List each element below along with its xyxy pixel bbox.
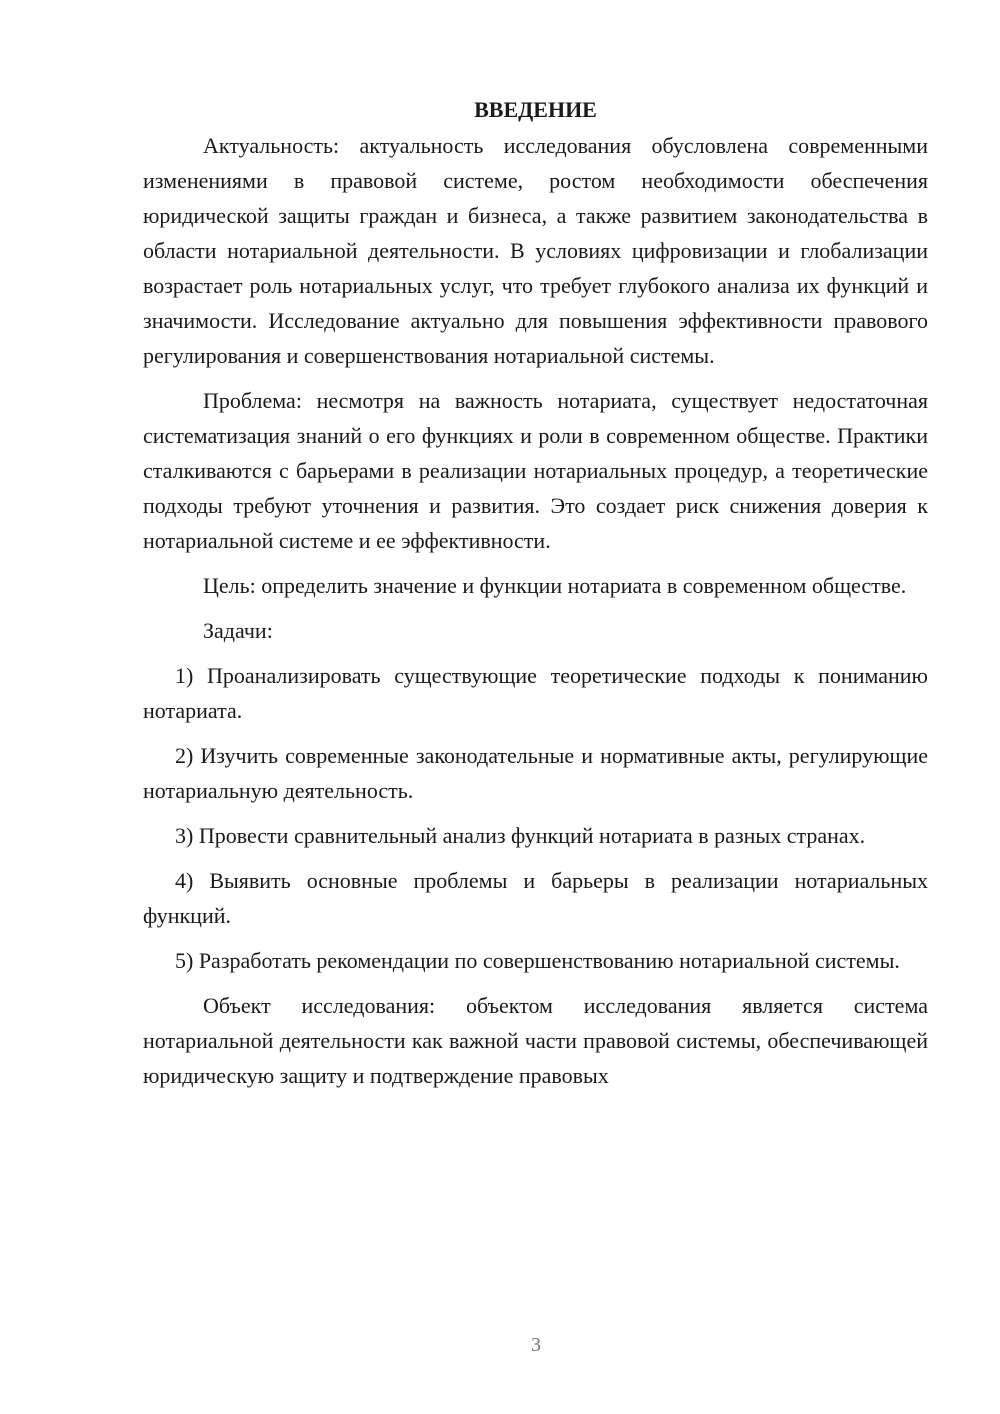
- task-item-4: 4) Выявить основные проблемы и барьеры в реализации нотариальных функций.: [143, 868, 928, 928]
- tasks-label: Задачи:: [203, 618, 273, 643]
- page-number: 3: [531, 1334, 541, 1356]
- task-item-2: 2) Изучить современные законодательные и нормативные акты, регулирующие нотариальную деятельность.: [143, 743, 928, 803]
- problem-paragraph: Проблема: несмотря на важность нотариата, существует недостаточная систематизация знаний о его функциях и роли в современном обществе. Практики сталкиваются с барьерами в реализации нотариальных процедур, а теоретические подходы требуют уточнения и развития. Это создает риск снижения доверия к нотариальной системе и ее эффективности.: [143, 388, 928, 553]
- document-page: [143, 95, 928, 1103]
- task-item-3: 3) Провести сравнительный анализ функций нотариата в разных странах.: [175, 823, 866, 848]
- section-title: ВВЕДЕНИЕ: [474, 97, 597, 122]
- goal-paragraph: Цель: определить значение и функции нотариата в современном обществе.: [203, 573, 907, 598]
- task-item-5: 5) Разработать рекомендации по совершенствованию нотариальной системы.: [175, 948, 900, 973]
- relevance-paragraph: Актуальность: актуальность исследования обусловлена современными изменениями в правовой системе, ростом необходимости обеспечения юридической защиты граждан и бизнеса, а также развитием законодательства в области нотариальной деятельности. В условиях цифровизации и глобализации возрастает роль нотариальных услуг, что требует глубокого анализа их функций и значимости. Исследование актуально для повышения эффективности правового регулирования и совершенствования нотариальной системы.: [143, 133, 928, 368]
- object-paragraph: Объект исследования: объектом исследования является система нотариальной деятельности как важной части правовой системы, обеспечивающей юридическую защиту и подтверждение правовых: [143, 993, 928, 1088]
- task-item-1: 1) Проанализировать существующие теоретические подходы к пониманию нотариата.: [143, 663, 928, 723]
